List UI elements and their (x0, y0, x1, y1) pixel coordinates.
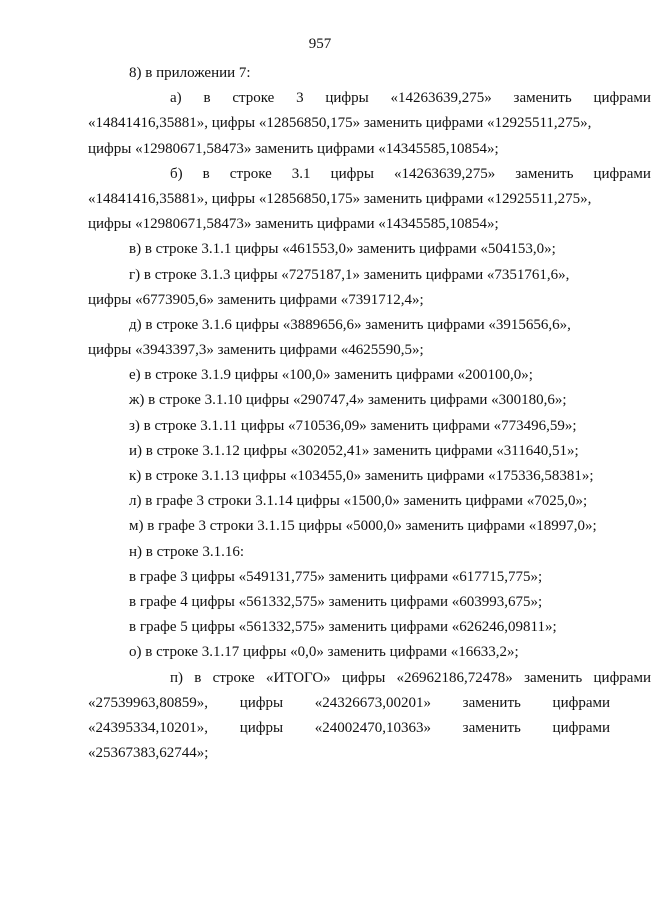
text-line: д) в строке 3.1.6 цифры «3889656,6» заменить цифрами «3915656,6», (129, 316, 571, 333)
word: цифры (341, 669, 386, 686)
word: цифрами (552, 719, 610, 736)
word: строке (229, 165, 272, 182)
word: цифры (239, 694, 284, 711)
word: цифры (239, 719, 284, 736)
text-line: л) в графе 3 строки 3.1.14 цифры «1500,0» заменить цифрами «7025,0»; (129, 493, 588, 510)
word: заменить (462, 719, 521, 736)
word: заменить (462, 694, 521, 711)
text-line: 8) в приложении 7: (129, 65, 251, 81)
text-line (129, 162, 651, 187)
page-number: 957 (308, 36, 332, 52)
word: «24395334,10201», (88, 719, 208, 736)
text-line: в графе 4 цифры «561332,575» заменить цифрами «603993,675»; (129, 593, 543, 610)
word: 3 (296, 90, 304, 107)
text-line: в) в строке 3.1.1 цифры «461553,0» заменить цифрами «504153,0»; (129, 241, 556, 258)
text-line: «25367383,62744»; (88, 745, 209, 762)
word: в (202, 165, 210, 182)
text-line: з) в строке 3.1.11 цифры «710536,09» заменить цифрами «773496,59»; (129, 417, 577, 434)
text-line (129, 86, 651, 111)
word: «27539963,80859», (88, 694, 208, 711)
word: в (203, 90, 211, 107)
text-line: цифры «3943397,3» заменить цифрами «4625590,5»; (88, 342, 424, 359)
word: б) (170, 165, 183, 182)
word: «24002470,10363» (314, 719, 431, 736)
word: «24326673,00201» (314, 694, 431, 711)
text-line (88, 691, 610, 716)
word: строке (212, 669, 255, 686)
text-line: о) в строке 3.1.17 цифры «0,0» заменить цифрами «16633,2»; (129, 644, 519, 661)
text-line (88, 716, 610, 741)
word: цифрами (552, 694, 610, 711)
word: «26962186,72478» (396, 669, 513, 686)
text-line: м) в графе 3 строки 3.1.15 цифры «5000,0» заменить цифрами «18997,0»; (129, 518, 597, 535)
text-line: ж) в строке 3.1.10 цифры «290747,4» заменить цифрами «300180,6»; (129, 392, 567, 409)
text-line: и) в строке 3.1.12 цифры «302052,41» заменить цифрами «311640,51»; (129, 442, 579, 459)
word: «14263639,275» (390, 90, 492, 107)
word: «ИТОГО» (265, 669, 331, 686)
word: заменить (524, 669, 583, 686)
word: цифрами (593, 165, 651, 182)
document-body (88, 61, 651, 766)
word: «14263639,275» (393, 165, 496, 182)
word: заменить (513, 90, 572, 107)
word: заменить (515, 165, 574, 182)
word: в (194, 669, 202, 686)
text-line: «14841416,35881», цифры «12856850,175» заменить цифрами «12925511,275», (88, 190, 592, 207)
text-line: г) в строке 3.1.3 цифры «7275187,1» заменить цифрами «7351761,6», (129, 266, 570, 283)
text-line: н) в строке 3.1.16: (129, 543, 244, 560)
text-line: цифры «6773905,6» заменить цифрами «7391712,4»; (88, 291, 424, 308)
text-line: к) в строке 3.1.13 цифры «103455,0» заменить цифрами «175336,58381»; (129, 468, 594, 484)
word: п) (170, 669, 184, 686)
word: строке (232, 90, 275, 107)
word: цифры (330, 165, 374, 182)
text-line (129, 666, 651, 691)
text-line: «14841416,35881», цифры «12856850,175» заменить цифрами «12925511,275», (88, 115, 592, 132)
text-line: е) в строке 3.1.9 цифры «100,0» заменить цифрами «200100,0»; (129, 367, 533, 384)
word: а) (170, 90, 182, 107)
word: 3.1 (291, 165, 311, 182)
text-line: в графе 5 цифры «561332,575» заменить цифрами «626246,09811»; (129, 619, 557, 636)
text-line: в графе 3 цифры «549131,775» заменить цифрами «617715,775»; (129, 568, 543, 585)
text-line: цифры «12980671,58473» заменить цифрами «14345585,10854»; (88, 140, 499, 157)
text-line: цифры «12980671,58473» заменить цифрами «14345585,10854»; (88, 216, 499, 233)
word: цифрами (593, 669, 651, 686)
word: цифры (325, 90, 369, 107)
word: цифрами (593, 90, 651, 107)
